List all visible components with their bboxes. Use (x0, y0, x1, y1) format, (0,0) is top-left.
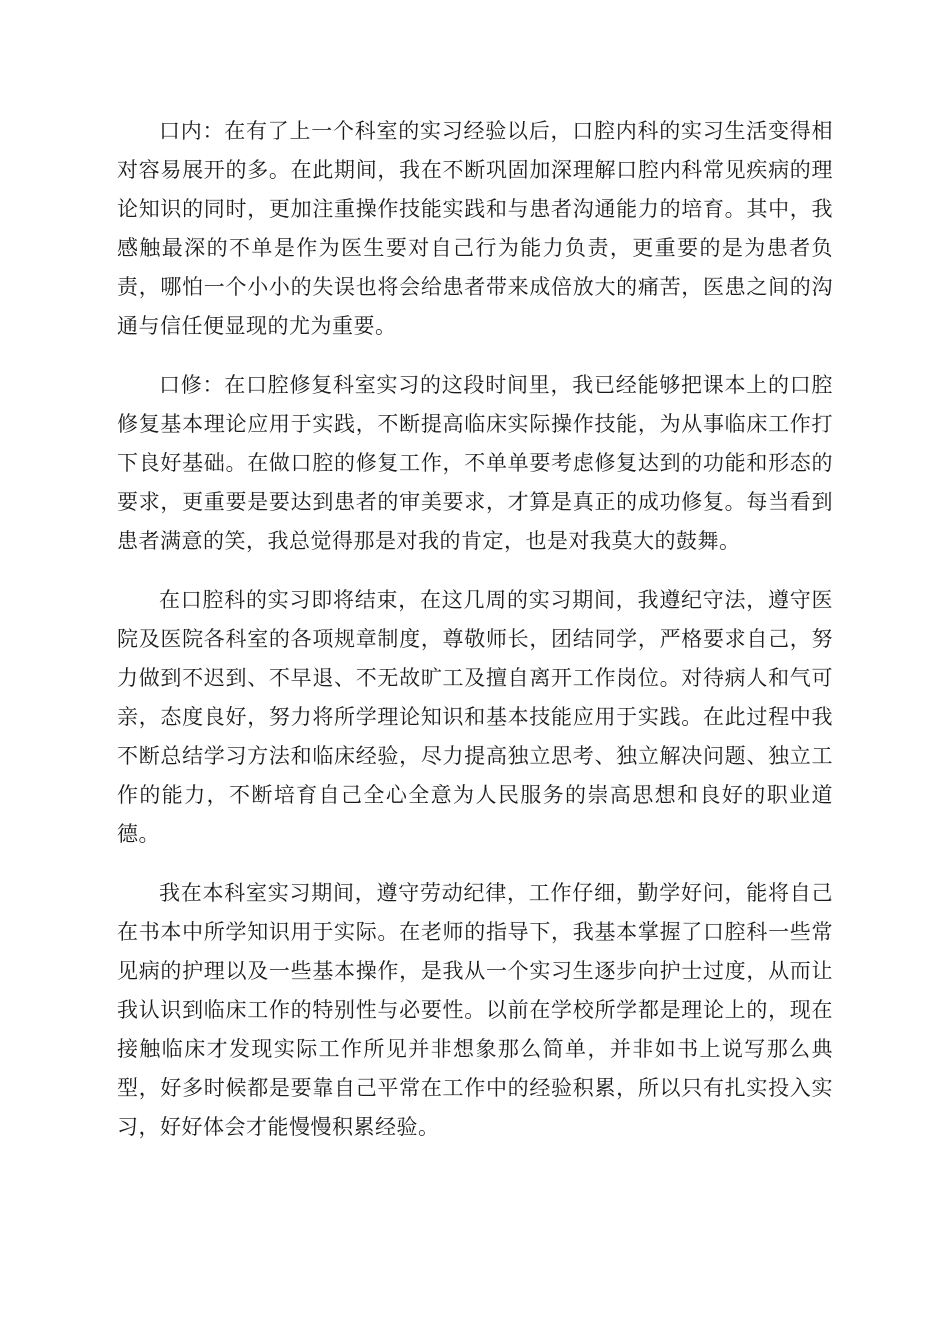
document-body (117, 112, 833, 1167)
paragraph-internship-conduct: 在口腔科的实习即将结束，在这几周的实习期间，我遵纪守法，遵守医院及医院各科室的各项规章制度，尊敬师长，团结同学，严格要求自己，努力做到不迟到、不早退、不无故旷工及擅自离开工作岗位。对待病人和气可亲，态度良好，努力将所学理论知识和基本技能应用于实践。在此过程中我不断总结学习方法和临床经验，尽力提高独立思考、独立解决问题、独立工作的能力，不断培育自己全心全意为人民服务的崇高思想和良好的职业道德。 (117, 588, 833, 846)
paragraph-internship-summary: 我在本科室实习期间，遵守劳动纪律，工作仔细，勤学好问，能将自己在书本中所学知识用于实际。在老师的指导下，我基本掌握了口腔科一些常见病的护理以及一些基本操作，是我从一个实习生逐步向护士过度，从而让我认识到临床工作的特别性与必要性。以前在学校所学都是理论上的，现在接触临床才发现实际工作所见并非想象那么简单，并非如书上说写那么典型，好多时候都是要靠自己平常在工作中的经验积累，所以只有扎实投入实习，好好体会才能慢慢积累经验。 (117, 881, 833, 1139)
paragraph-oral-medicine: 口内：在有了上一个科室的实习经验以后，口腔内科的实习生活变得相对容易展开的多。在此期间，我在不断巩固加深理解口腔内科常见疾病的理论知识的同时，更加注重操作技能实践和与患者沟通能力的培育。其中，我感触最深的不单是作为医生要对自己行为能力负责，更重要的是为患者负责，哪怕一个小小的失误也将会给患者带来成倍放大的痛苦，医患之间的沟通与信任便显现的尤为重要。 (117, 119, 833, 338)
paragraph-prosthodontics: 口修：在口腔修复科室实习的这段时间里，我已经能够把课本上的口腔修复基本理论应用于实践，不断提高临床实际操作技能，为从事临床工作打下良好基础。在做口腔的修复工作，不单单要考虑修复达到的功能和形态的要求，更重要是要达到患者的审美要求，才算是真正的成功修复。每当看到患者满意的笑，我总觉得那是对我的肯定，也是对我莫大的鼓舞。 (117, 373, 833, 553)
